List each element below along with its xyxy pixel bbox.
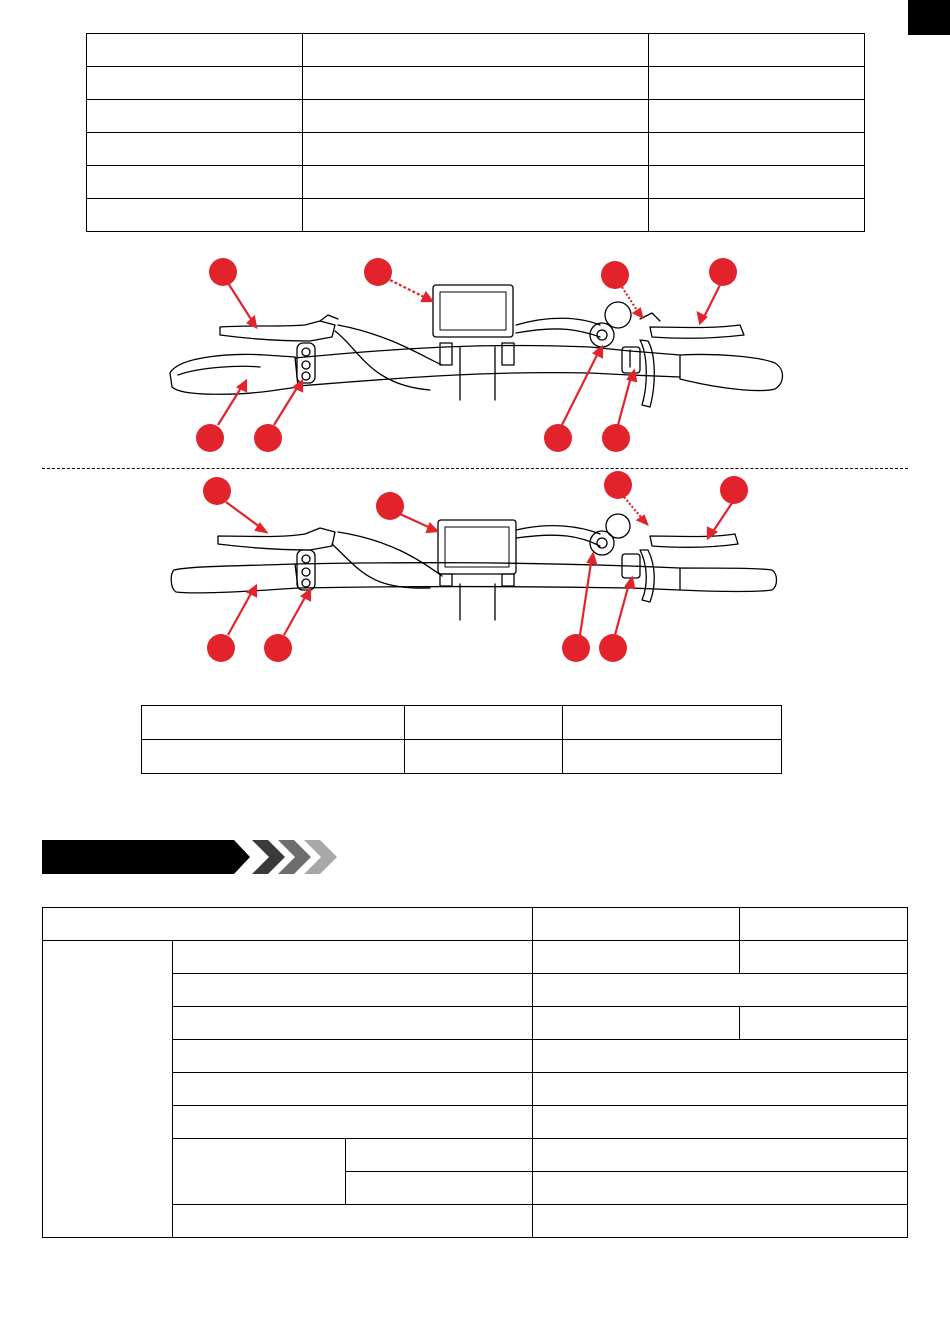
callout-marker (203, 477, 231, 505)
table-row (87, 166, 865, 199)
callout-marker (601, 261, 629, 289)
table-cell (43, 908, 533, 941)
table-cell (405, 706, 563, 740)
left-grip-icon (171, 564, 298, 593)
callout-marker (599, 634, 627, 662)
table-cell (87, 100, 303, 133)
table-row (142, 706, 782, 740)
table-cell (303, 166, 649, 199)
table-cell (173, 1139, 346, 1205)
left-brake-lever-icon (218, 528, 335, 550)
callout-marker (264, 634, 292, 662)
table-row (87, 100, 865, 133)
table-cell (649, 100, 865, 133)
table-cell (649, 199, 865, 232)
callout-marker (604, 471, 632, 499)
table-cell (303, 67, 649, 100)
language-tab (908, 0, 950, 35)
table-cell (173, 1205, 533, 1238)
table-cell (87, 67, 303, 100)
table-cell (303, 133, 649, 166)
table-cell (533, 941, 740, 974)
table-cell (533, 1106, 908, 1139)
handlebar-diagram-lower (160, 470, 800, 670)
table-cell (740, 908, 908, 941)
table-cell (533, 1139, 908, 1172)
table-row (43, 1139, 908, 1172)
mid-table (141, 705, 782, 774)
chevron-icon (252, 840, 285, 874)
table-cell (87, 133, 303, 166)
top-table (86, 33, 865, 232)
callout-marker (209, 258, 237, 286)
display-unit-icon (438, 520, 516, 574)
table-cell (533, 1205, 908, 1238)
callout-marker (196, 424, 224, 452)
table-cell (173, 1073, 533, 1106)
group-label (43, 941, 173, 1238)
table-cell (533, 1040, 908, 1073)
callout-marker (602, 424, 630, 452)
table-cell (405, 740, 563, 774)
table-row (43, 974, 908, 1007)
right-brake-lever-icon (650, 534, 738, 547)
table-row (87, 34, 865, 67)
control-pad-icon (297, 343, 315, 383)
table-cell (649, 67, 865, 100)
table-row (87, 67, 865, 100)
table-cell (533, 1172, 908, 1205)
table-cell (142, 740, 405, 774)
callout-marker (364, 258, 392, 286)
table-cell (303, 34, 649, 67)
handlebar-diagram-upper (160, 255, 800, 455)
table-row (87, 199, 865, 232)
table-cell (533, 1007, 740, 1040)
table-row (43, 908, 908, 941)
left-brake-lever-icon (220, 321, 335, 341)
table-cell (173, 974, 533, 1007)
callout-marker (376, 492, 404, 520)
left-grip-icon (170, 354, 298, 394)
table-cell (533, 908, 740, 941)
callout-marker (709, 258, 737, 286)
table-cell (87, 166, 303, 199)
display-unit-icon (433, 285, 513, 337)
table-cell (173, 1106, 533, 1139)
table-cell (87, 34, 303, 67)
table-cell (563, 706, 782, 740)
right-brake-lever-icon (650, 325, 744, 338)
table-row (43, 1106, 908, 1139)
table-cell (303, 199, 649, 232)
callout-marker (254, 424, 282, 452)
table-cell (740, 1007, 908, 1040)
right-grip-icon (680, 568, 777, 592)
table-cell (740, 941, 908, 974)
table-cell (563, 740, 782, 774)
table-row (43, 941, 908, 974)
table-cell (533, 1073, 908, 1106)
table-cell (303, 100, 649, 133)
right-grip-icon (680, 354, 783, 390)
table-row (43, 1073, 908, 1106)
table-cell (87, 199, 303, 232)
table-row (43, 1007, 908, 1040)
table-row (43, 1205, 908, 1238)
spec-table (42, 907, 908, 1238)
table-row (87, 133, 865, 166)
table-cell (346, 1139, 533, 1172)
table-cell (649, 34, 865, 67)
table-cell (649, 133, 865, 166)
control-pad-icon (297, 550, 315, 590)
table-cell (173, 941, 533, 974)
table-cell (533, 974, 908, 1007)
callout-marker (207, 634, 235, 662)
callout-marker (720, 476, 748, 504)
callout-marker (562, 634, 590, 662)
callout-marker (544, 424, 572, 452)
figure-divider (42, 468, 908, 469)
table-cell (173, 1040, 533, 1073)
section-heading-bar (42, 840, 342, 874)
table-row (43, 1040, 908, 1073)
table-cell (649, 166, 865, 199)
table-row (142, 740, 782, 774)
table-cell (346, 1172, 533, 1205)
table-cell (142, 706, 405, 740)
table-cell (173, 1007, 533, 1040)
